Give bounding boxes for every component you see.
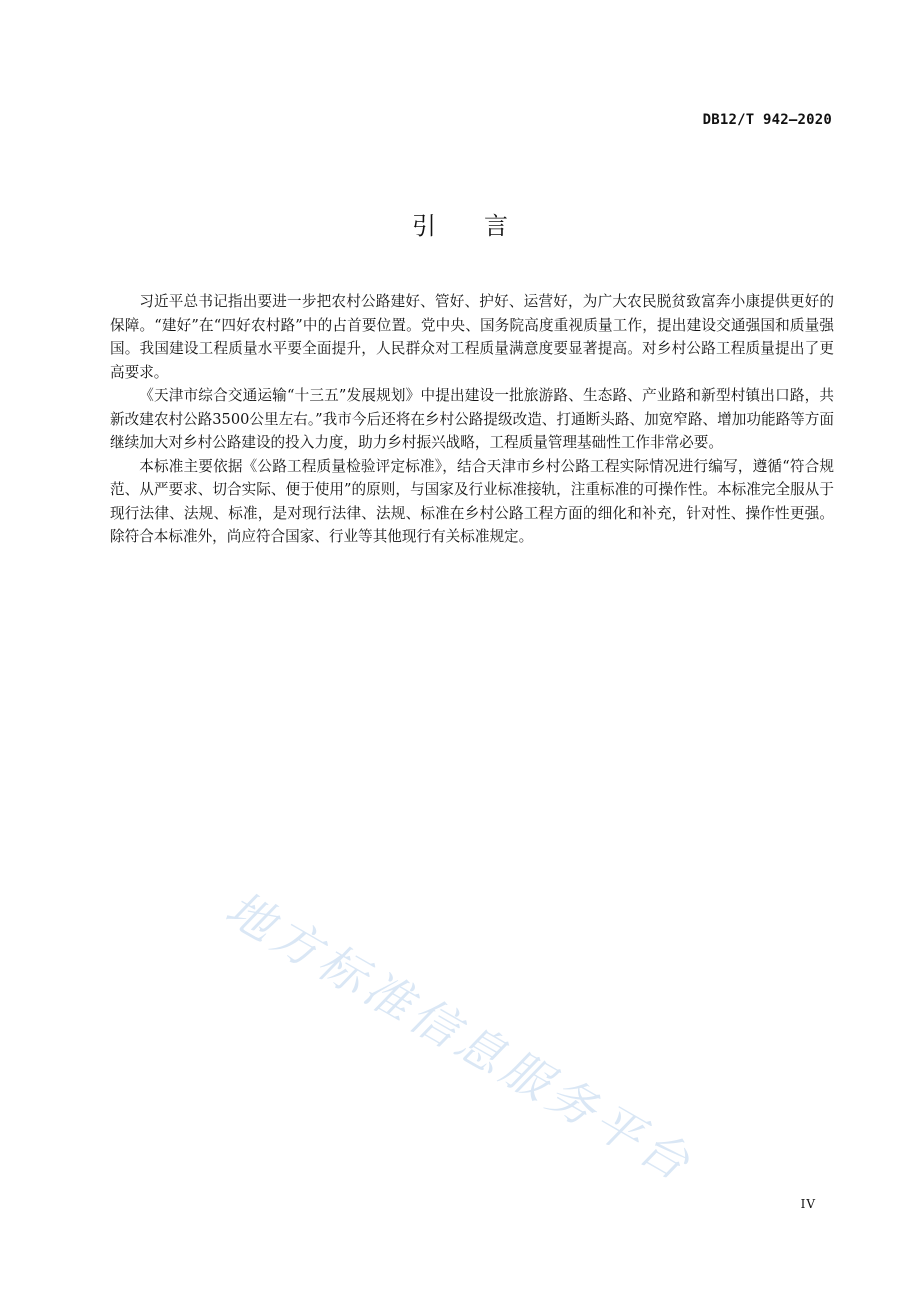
- body-text: [110, 290, 834, 549]
- watermark: 地方标准信息服务平台: [216, 881, 703, 1194]
- paragraph: 《天津市综合交通运输“十三五”发展规划》中提出建设一批旅游路、生态路、产业路和新型村镇出口路，共新改建农村公路3500公里左右。”我市今后还将在乡村公路提级改造、打通断头路、加宽窄路、增加功能路等方面继续加大对乡村公路建设的投入力度，助力乡村振兴战略，工程质量管理基础性工作非常必要。: [110, 387, 834, 451]
- document-code: DB12/T 942—2020: [702, 112, 832, 128]
- paragraph: 习近平总书记指出要进一步把农村公路建好、管好、护好、运营好，为广大农民脱贫致富奔小康提供更好的保障。“建好”在“四好农村路”中的占首要位置。党中央、国务院高度重视质量工作，提出建设交通强国和质量强国。我国建设工程质量水平要全面提升，人民群众对工程质量满意度要显著提高。对乡村公路工程质量提出了更高要求。: [110, 293, 834, 381]
- paragraph: 本标准主要依据《公路工程质量检验评定标准》，结合天津市乡村公路工程实际情况进行编写，遵循“符合规范、从严要求、切合实际、便于使用”的原则，与国家及行业标准接轨，注重标准的可操作性。本标准完全服从于现行法律、法规、标准，是对现行法律、法规、标准在乡村公路工程方面的细化和补充，针对性、操作性更强。除符合本标准外，尚应符合国家、行业等其他现行有关标准规定。: [110, 457, 834, 545]
- page-title: 引言: [412, 212, 556, 240]
- page-number: IV: [800, 1197, 816, 1211]
